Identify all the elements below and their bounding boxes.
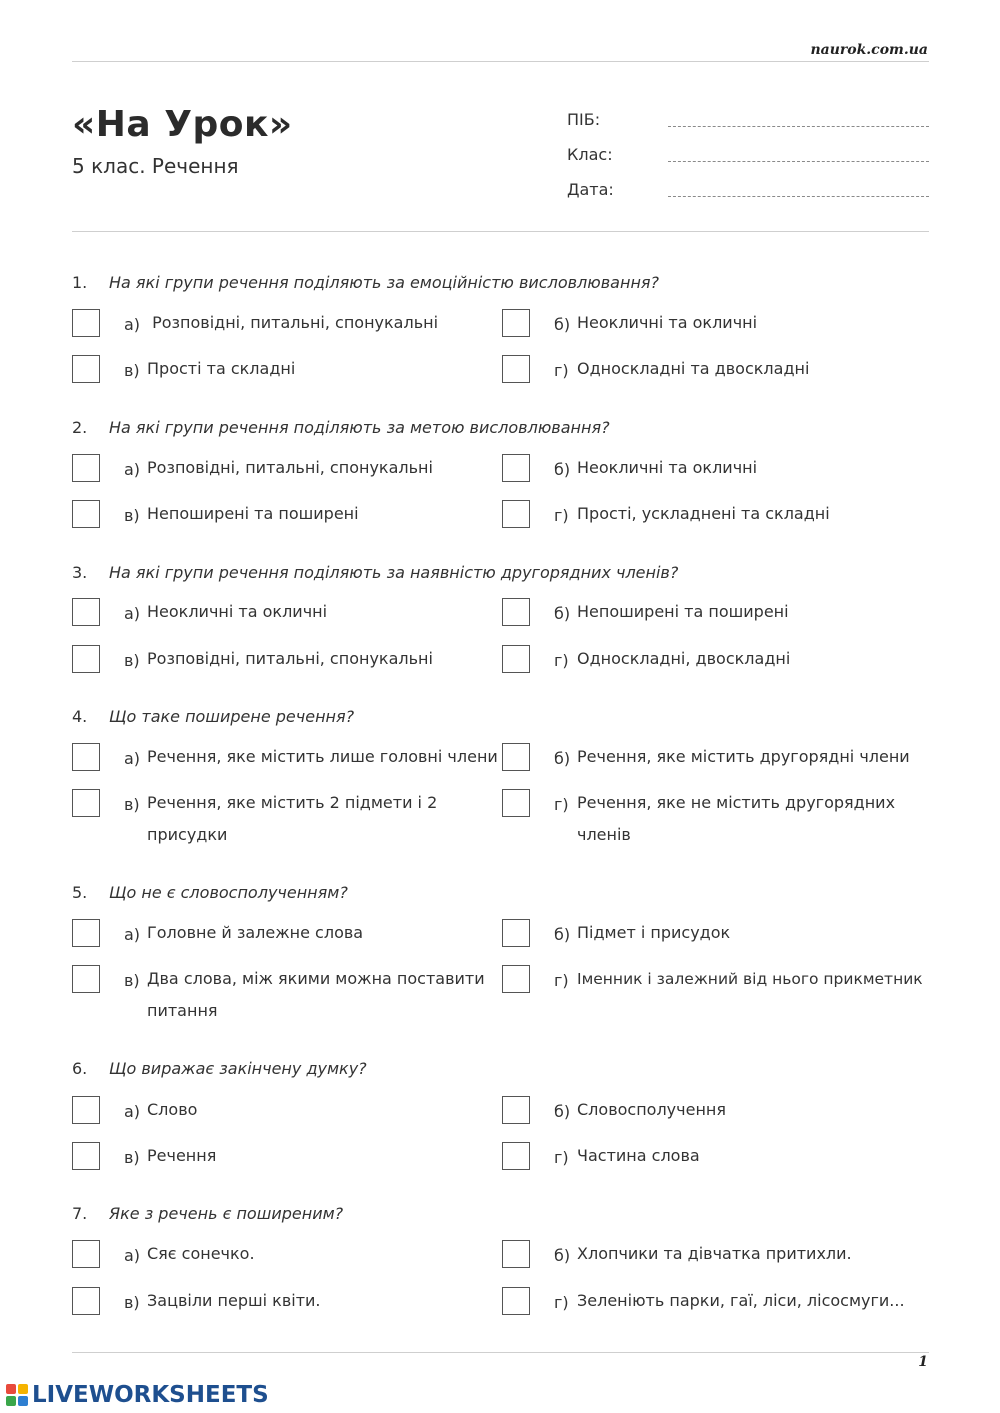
answer-checkbox[interactable] bbox=[502, 789, 530, 817]
option-letter: б) bbox=[554, 460, 571, 479]
answer-checkbox[interactable] bbox=[72, 500, 100, 528]
name-input-line[interactable] bbox=[668, 126, 929, 127]
option-letter: г) bbox=[554, 795, 569, 814]
answer-option-v bbox=[72, 355, 502, 387]
question-header bbox=[72, 1204, 932, 1226]
class-input-line[interactable] bbox=[668, 161, 929, 162]
option-text: Підмет і присудок bbox=[577, 923, 731, 942]
site-url: naurok.com.ua bbox=[810, 42, 928, 58]
question-number: 2. bbox=[72, 418, 88, 437]
liveworksheets-brand: LIVEWORKSHEETS bbox=[32, 1382, 269, 1408]
question-number: 5. bbox=[72, 883, 88, 902]
answer-option-v bbox=[72, 965, 502, 1020]
option-letter: г) bbox=[554, 1293, 569, 1312]
option-text: Розповідні, питальні, спонукальні bbox=[147, 649, 433, 668]
answer-checkbox[interactable] bbox=[72, 355, 100, 383]
answer-checkbox[interactable] bbox=[502, 1240, 530, 1268]
answer-checkbox[interactable] bbox=[72, 743, 100, 771]
answer-checkbox[interactable] bbox=[502, 598, 530, 626]
answer-checkbox[interactable] bbox=[502, 454, 530, 482]
answer-checkbox[interactable] bbox=[502, 965, 530, 993]
option-letter: б) bbox=[554, 749, 571, 768]
question-text: Що виражає закінчену думку? bbox=[109, 1059, 367, 1078]
question-number: 3. bbox=[72, 563, 88, 582]
option-text: Слово bbox=[147, 1100, 198, 1119]
option-letter: в) bbox=[124, 651, 140, 670]
page-number: 1 bbox=[918, 1354, 928, 1370]
answer-option-g bbox=[502, 1142, 932, 1174]
option-text: Неокличні та окличні bbox=[147, 602, 328, 621]
option-text: Розповідні, питальні, спонукальні bbox=[147, 458, 433, 477]
option-text: Прості, ускладнені та складні bbox=[577, 504, 830, 523]
question-text: Що таке поширене речення? bbox=[109, 707, 355, 726]
question-header bbox=[72, 273, 932, 295]
answer-option-a bbox=[72, 919, 502, 951]
answer-checkbox[interactable] bbox=[502, 1287, 530, 1315]
option-text: Розповідні, питальні, спонукальні bbox=[147, 313, 439, 332]
answer-option-v bbox=[72, 1142, 502, 1174]
answer-checkbox[interactable] bbox=[72, 598, 100, 626]
option-letter: б) bbox=[554, 1246, 571, 1265]
option-text: Речення, яке містить другорядні члени bbox=[577, 747, 910, 766]
option-text: Хлопчики та дівчатка притихли. bbox=[577, 1244, 852, 1263]
option-letter: г) bbox=[554, 506, 569, 525]
answer-option-b bbox=[502, 1240, 932, 1272]
class-field bbox=[567, 145, 929, 169]
class-field-label: Клас: bbox=[567, 145, 613, 164]
option-letter: г) bbox=[554, 971, 569, 990]
answer-checkbox[interactable] bbox=[72, 965, 100, 993]
answer-checkbox[interactable] bbox=[72, 1240, 100, 1268]
question-header bbox=[72, 563, 932, 585]
question-text: Що не є словосполученням? bbox=[109, 883, 348, 902]
answer-checkbox[interactable] bbox=[72, 1142, 100, 1170]
question-header bbox=[72, 1059, 932, 1081]
liveworksheets-logo-icon bbox=[6, 1384, 28, 1406]
option-text: Сяє сонечко. bbox=[147, 1244, 255, 1263]
option-letter: г) bbox=[554, 1148, 569, 1167]
option-letter: а) bbox=[124, 604, 141, 623]
question-text: Яке з речень є поширеним? bbox=[109, 1204, 344, 1223]
answer-checkbox[interactable] bbox=[502, 1096, 530, 1124]
option-letter: б) bbox=[554, 1102, 571, 1121]
option-letter: а) bbox=[124, 460, 141, 479]
option-text: Два слова, між якими можна поставити питання bbox=[147, 969, 485, 1020]
option-text: Непоширені та поширені bbox=[577, 602, 789, 621]
option-text: Частина слова bbox=[577, 1146, 700, 1165]
answer-option-a bbox=[72, 454, 502, 486]
answer-option-b bbox=[502, 309, 932, 341]
name-field bbox=[567, 110, 929, 134]
answer-option-g bbox=[502, 500, 932, 532]
answer-option-v bbox=[72, 500, 502, 532]
option-text: Речення, яке містить 2 підмети і 2 присудки bbox=[147, 793, 438, 844]
date-field bbox=[567, 180, 929, 204]
option-text: Зацвіли перші квіти. bbox=[147, 1291, 321, 1310]
option-text: Непоширені та поширені bbox=[147, 504, 359, 523]
question-number: 6. bbox=[72, 1059, 88, 1078]
answer-option-b bbox=[502, 919, 932, 951]
option-letter: в) bbox=[124, 361, 140, 380]
question-text: На які групи речення поділяють за метою висловлювання? bbox=[109, 418, 610, 437]
option-letter: а) bbox=[124, 749, 141, 768]
answer-checkbox[interactable] bbox=[502, 743, 530, 771]
answer-checkbox[interactable] bbox=[502, 1142, 530, 1170]
answer-option-b bbox=[502, 743, 932, 775]
option-text: Неокличні та окличні bbox=[577, 313, 758, 332]
answer-checkbox[interactable] bbox=[72, 1287, 100, 1315]
footer-divider bbox=[72, 1352, 929, 1353]
option-letter: в) bbox=[124, 1148, 140, 1167]
answer-option-g bbox=[502, 645, 932, 677]
option-text: Неокличні та окличні bbox=[577, 458, 758, 477]
answer-option-b bbox=[502, 454, 932, 486]
option-letter: в) bbox=[124, 795, 140, 814]
answer-checkbox[interactable] bbox=[72, 789, 100, 817]
answer-checkbox[interactable] bbox=[502, 645, 530, 673]
answer-checkbox[interactable] bbox=[72, 645, 100, 673]
option-letter: б) bbox=[554, 604, 571, 623]
option-text: Речення, яке не містить другорядних членів bbox=[577, 793, 896, 844]
answer-option-a bbox=[72, 743, 502, 775]
option-letter: а) bbox=[124, 315, 141, 334]
option-text: Прості та складні bbox=[147, 359, 296, 378]
option-letter: б) bbox=[554, 925, 571, 944]
question-text: На які групи речення поділяють за наявністю другорядних членів? bbox=[109, 563, 679, 582]
answer-checkbox[interactable] bbox=[502, 919, 530, 947]
option-text: Речення bbox=[147, 1146, 217, 1165]
option-letter: а) bbox=[124, 925, 141, 944]
question-number: 4. bbox=[72, 707, 88, 726]
date-input-line[interactable] bbox=[668, 196, 929, 197]
option-letter: в) bbox=[124, 506, 140, 525]
option-letter: а) bbox=[124, 1102, 141, 1121]
answer-checkbox[interactable] bbox=[72, 1096, 100, 1124]
question-number: 7. bbox=[72, 1204, 88, 1223]
answer-checkbox[interactable] bbox=[72, 454, 100, 482]
option-text: Односкладні, двоскладні bbox=[577, 649, 791, 668]
option-text: Іменник і залежний від нього прикметник bbox=[577, 970, 923, 988]
option-letter: г) bbox=[554, 361, 569, 380]
header-divider bbox=[72, 61, 929, 62]
answer-option-g bbox=[502, 789, 932, 844]
answer-option-g bbox=[502, 355, 932, 387]
date-field-label: Дата: bbox=[567, 180, 614, 199]
section-divider bbox=[72, 231, 929, 232]
answer-option-a bbox=[72, 309, 502, 341]
option-text: Головне й залежне слова bbox=[147, 923, 364, 942]
question-header bbox=[72, 707, 932, 729]
question-text: На які групи речення поділяють за емоційністю висловлювання? bbox=[109, 273, 660, 292]
option-letter: в) bbox=[124, 1293, 140, 1312]
page-title: «На Урок» bbox=[72, 104, 293, 145]
question-header bbox=[72, 418, 932, 440]
answer-option-b bbox=[502, 598, 932, 630]
option-letter: в) bbox=[124, 971, 140, 990]
option-text: Зеленіють парки, гаї, ліси, лісосмуги... bbox=[577, 1291, 905, 1310]
page-subtitle: 5 клас. Речення bbox=[72, 154, 239, 178]
answer-option-a bbox=[72, 1240, 502, 1272]
answer-option-a bbox=[72, 598, 502, 630]
option-letter: г) bbox=[554, 651, 569, 670]
answer-checkbox[interactable] bbox=[502, 355, 530, 383]
answer-checkbox[interactable] bbox=[502, 500, 530, 528]
answer-checkbox[interactable] bbox=[72, 309, 100, 337]
answer-checkbox[interactable] bbox=[72, 919, 100, 947]
answer-option-v bbox=[72, 789, 502, 844]
option-letter: б) bbox=[554, 315, 571, 334]
answer-option-b bbox=[502, 1096, 932, 1128]
answer-option-v bbox=[72, 645, 502, 677]
answer-checkbox[interactable] bbox=[502, 309, 530, 337]
option-text: Речення, яке містить лише головні члени bbox=[147, 747, 498, 766]
answer-option-g bbox=[502, 1287, 932, 1319]
name-field-label: ПІБ: bbox=[567, 110, 601, 129]
option-text: Односкладні та двоскладні bbox=[577, 359, 810, 378]
question-number: 1. bbox=[72, 273, 88, 292]
option-letter: а) bbox=[124, 1246, 141, 1265]
question-header bbox=[72, 883, 932, 905]
option-text: Словосполучення bbox=[577, 1100, 726, 1119]
answer-option-a bbox=[72, 1096, 502, 1128]
answer-option-v bbox=[72, 1287, 502, 1319]
answer-option-g bbox=[502, 965, 932, 997]
